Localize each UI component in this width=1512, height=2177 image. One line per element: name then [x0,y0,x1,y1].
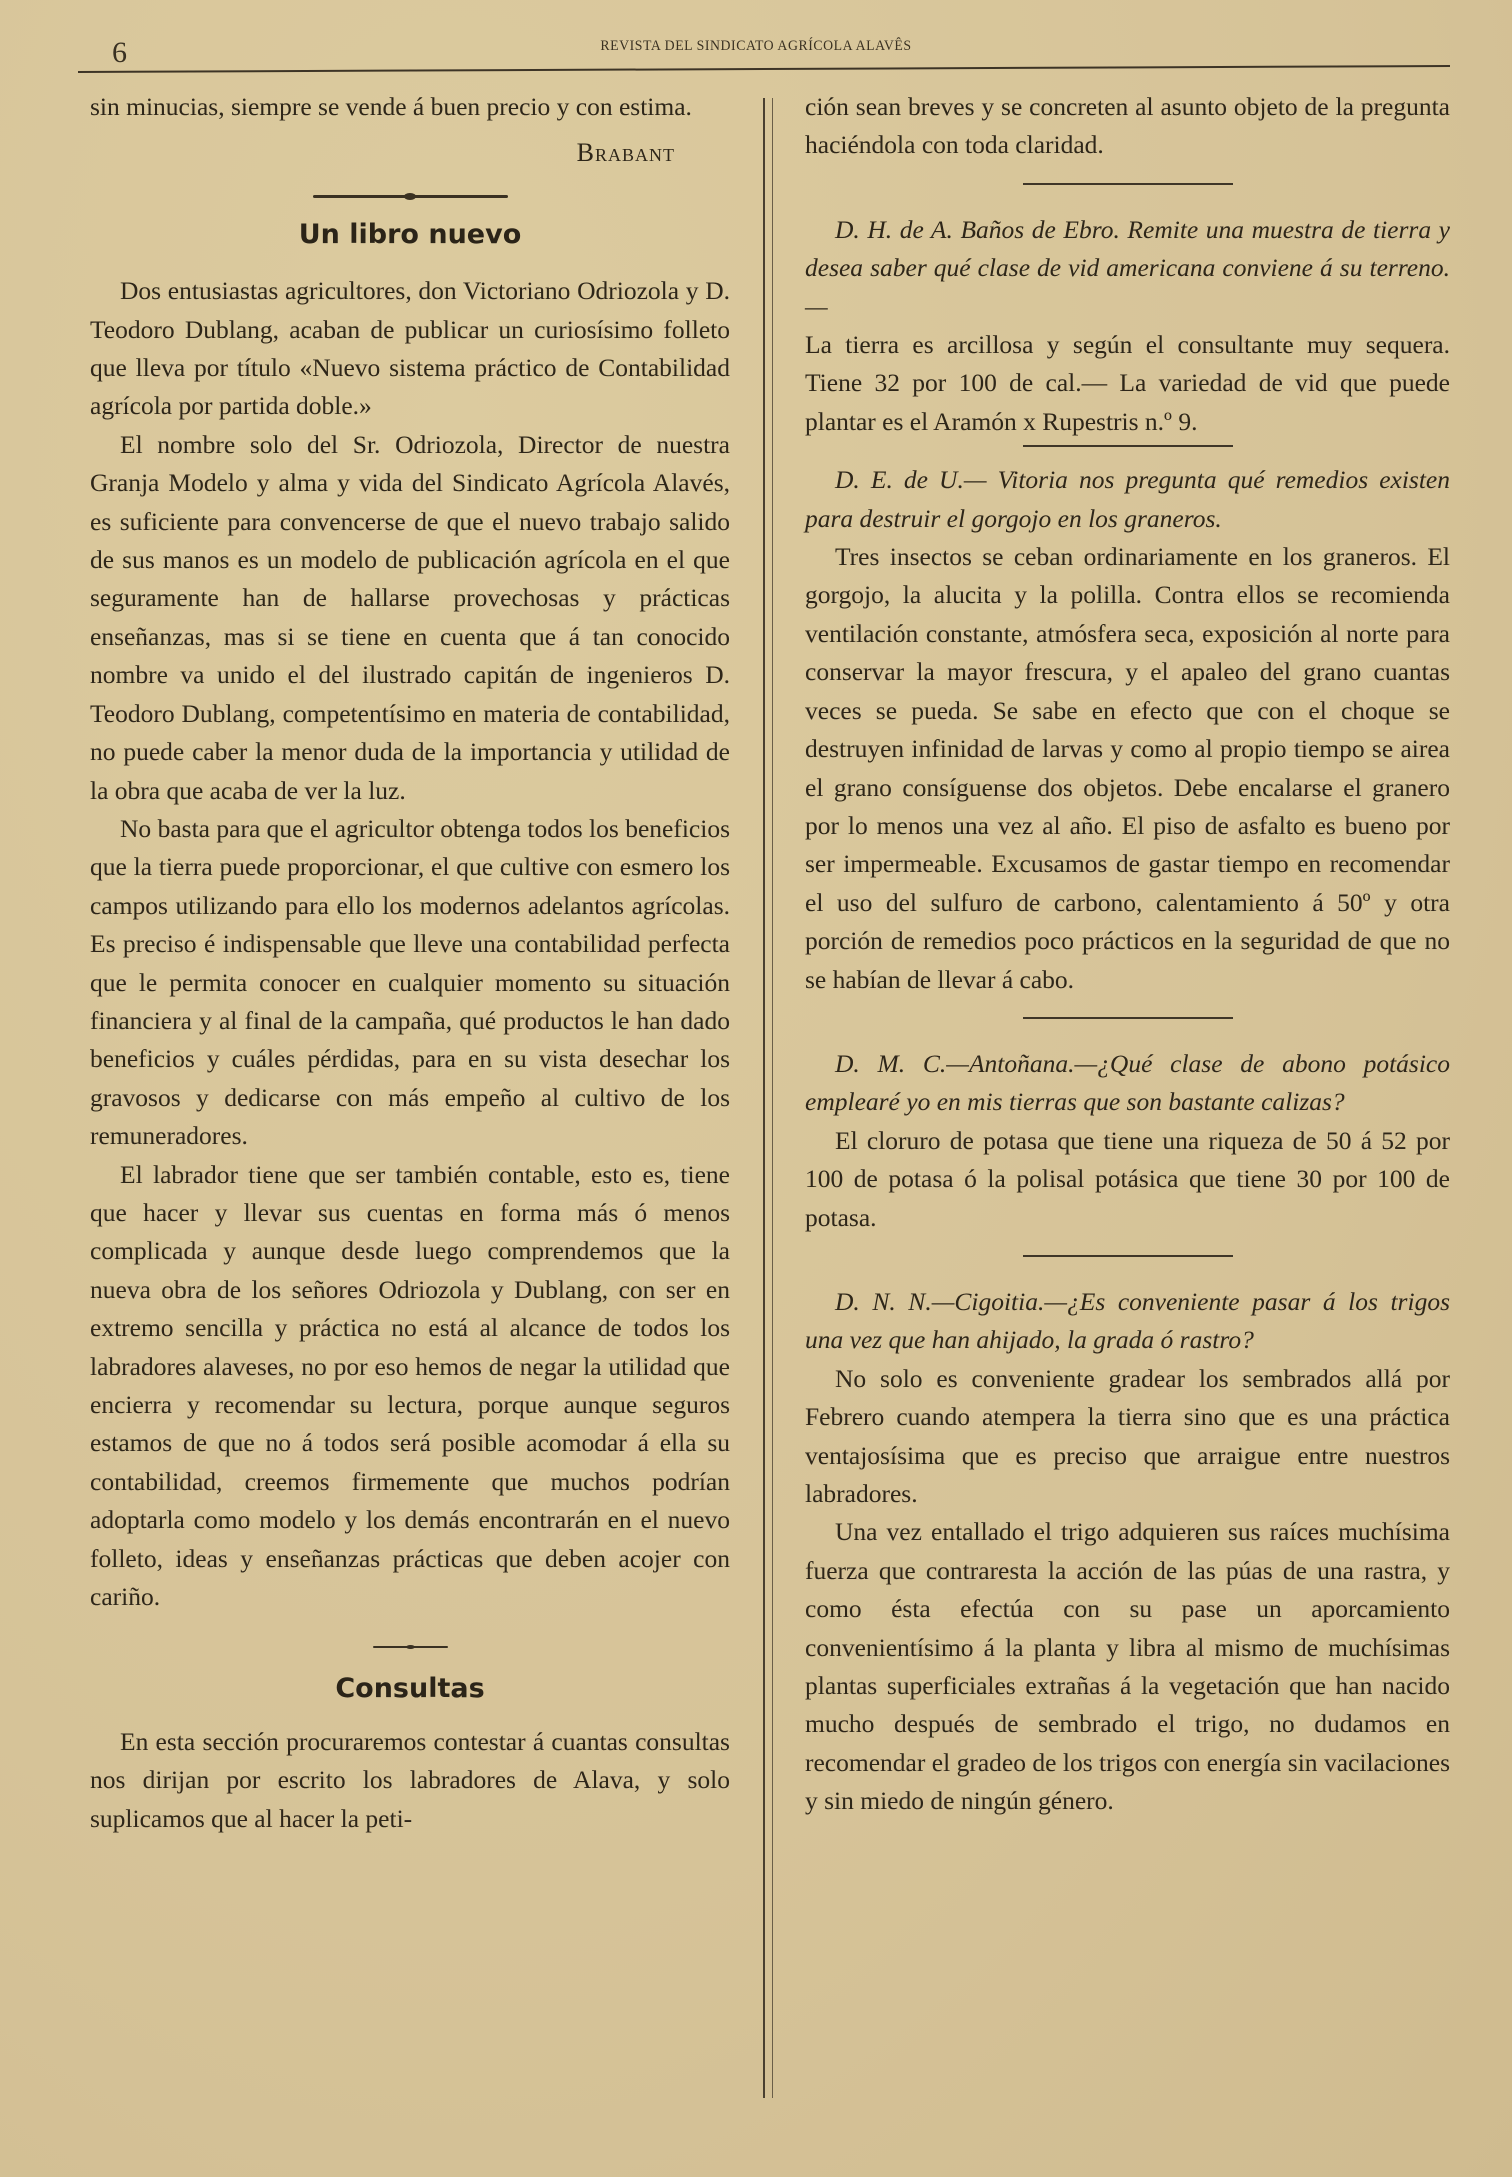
right-column [805,88,1450,1821]
article-paragraph: El labrador tiene que ser también contable, esto es, tiene que hacer y llevar sus cuentas en forma más ó menos complicada y aunque desde luego comprendemos que la nueva obra de los señores Odriozola y Dublang, con ser en extremo sencilla y práctica no está al alcance de todos los labradores alaveses, no por eso hemos de negar la utilidad que encierra y recomendar su lectura, porque aunque seguros estamos de que no á todos será posible acomodar á ella su contabilidad, creemos firmemente que muchos podrían adoptarla como modelo y los demás encontrarán en el nuevo folleto, ideas y enseñanzas prácticas que deben acojer con cariño. [90,1159,730,1612]
consultation-query: D. H. de A. Baños de Ebro. Remite una muestra de tierra y desea saber qué clase de vid americana conviene á su terreno.— [805,214,1450,321]
section-title: Consultas [335,1673,485,1705]
consultation-entry [805,1045,1450,1237]
article-paragraph: El nombre solo del Sr. Odriozola, Director de nuestra Granja Modelo y alma y vida del Sindicato Agrícola Alavés, es suficiente para convencerse de que el nuevo trabajo salido de sus manos es un modelo de publicación agrícola en el que seguramente han de hallarse provechosas y prácticas enseñanzas, mas si se tiene en cuenta que á tan conocido nombre va unido el del ilustrado capitán de ingenieros D. Teodoro Dublang, competentísimo en materia de contabilidad, no puede caber la menor duda de la importancia y utilidad de la obra que acaba de ver la luz. [90,429,730,805]
consultation-answer: El cloruro de potasa que tiene una riqueza de 50 á 52 por 100 de potasa ó la polisal potásica que tiene 30 por 100 de potasa. [805,1125,1450,1232]
consultation-query: D. M. C.—Antoñana.—¿Qué clase de abono potásico emplearé yo en mis tierras que son bastante calizas? [805,1048,1450,1117]
divider-rule [1023,445,1233,447]
consultation-answer: La tierra es arcillosa y según el consultante muy sequera. Tiene 32 por 100 de cal.— La variedad de vid que puede plantar es el Aramón x Rupestris n.º 9. [805,330,1450,436]
consultation-query: D. N. N.—Cigoitia.—¿Es conveniente pasar á los trigos una vez que han ahijado, la grada ó rastro? [805,1286,1450,1355]
ornament-divider [373,1646,448,1648]
consultation-answer: Tres insectos se ceban ordinariamente en los graneros. El gorgojo, la alucita y la polilla. Contra ellos se recomienda ventilación constante, atmósfera seca, exposición al norte para conservar la mayor frescura, y el apaleo del grano cuantas veces se pueda. Se sabe en efecto que con el choque se destruyen infinidad de larvas y como al propio tiempo se airea el grano consíguense dos objetos. Debe encalarse el granero por lo menos una vez al año. El piso de asfalto es bueno por ser impermeable. Excusamos de gastar tiempo en recomendar el uso del sulfuro de carbono, calentamiento á 50º y otra porción de remedios poco prácticos en la seguridad de que no se habían de llevar á cabo. [805,542,1450,994]
header-rule [78,65,1450,73]
divider-rule [1023,1017,1233,1019]
article-title: Un libro nuevo [298,218,522,250]
consultation-entry [805,1283,1450,1821]
consultation-entry [805,211,1450,441]
article-paragraph: Dos entusiastas agricultores, don Victoriano Odriozola y D. Teodoro Dublang, acaban de publicar un curiosísimo folleto que lleva por título «Nuevo sistema práctico de Contabilidad agrícola por partida doble.» [90,276,730,421]
running-title: REVISTA DEL SINDICATO AGRÍCOLA ALAVÊS [600,38,912,54]
column-divider [763,98,773,2098]
divider-rule [1023,1255,1233,1257]
section-intro: En esta sección procuraremos contestar á cuantas consultas nos dirijan por escrito los labradores de Alava, y solo suplicamos que al hacer la peti- [90,1726,730,1833]
divider-rule [1023,183,1233,185]
page-number: 6 [112,36,127,69]
article-paragraph: No basta para que el agricultor obtenga todos los beneficios que la tierra puede proporcionar, el que cultive con esmero los campos utilizando para ello los modernos adelantos agrícolas. Es preciso é indispensable que lleve una contabilidad perfecta que le permita conocer en cualquier momento su situación financiera y al final de la campaña, qué productos le han dado beneficios y cuáles pérdidas, para en su vista desechar los gravosos y dedicarse con más empeño al cultivo de los remuneradores. [90,813,730,1151]
consultation-entry [805,461,1450,999]
ornament-divider [313,195,508,198]
continuation-text: sin minucias, siempre se vende á buen precio y con estima. [90,92,692,121]
continuation-text: ción sean breves y se concreten al asunto objeto de la pregunta haciéndola con toda claridad. [805,92,1450,160]
left-column [90,88,730,1838]
consultation-answer: No solo es conveniente gradear los sembrados allá por Febrero cuando atempera la tierra sino que es una práctica ventajosísima que es preciso que arraigue entre nuestros labradores. [805,1363,1450,1508]
consultation-answer: Una vez entallado el trigo adquieren sus raíces muchísima fuerza que contraresta la acción de las púas de una rastra, y como ésta efectúa con su pase un aporcamiento convenientísimo á la planta y libra al mismo de muchísimas plantas superficiales extrañas á la vegetación que han nacido mucho después de sembrado el trigo, no dudamos en recomendar el gradeo de los trigos con energía sin vacilaciones y sin miedo de ningún género. [805,1517,1450,1816]
page-header [0,0,1512,72]
author-signature: Brabant [576,138,675,168]
consultation-query: D. E. de U.— Vitoria nos pregunta qué remedios existen para destruir el gorgojo en los graneros. [805,465,1450,533]
